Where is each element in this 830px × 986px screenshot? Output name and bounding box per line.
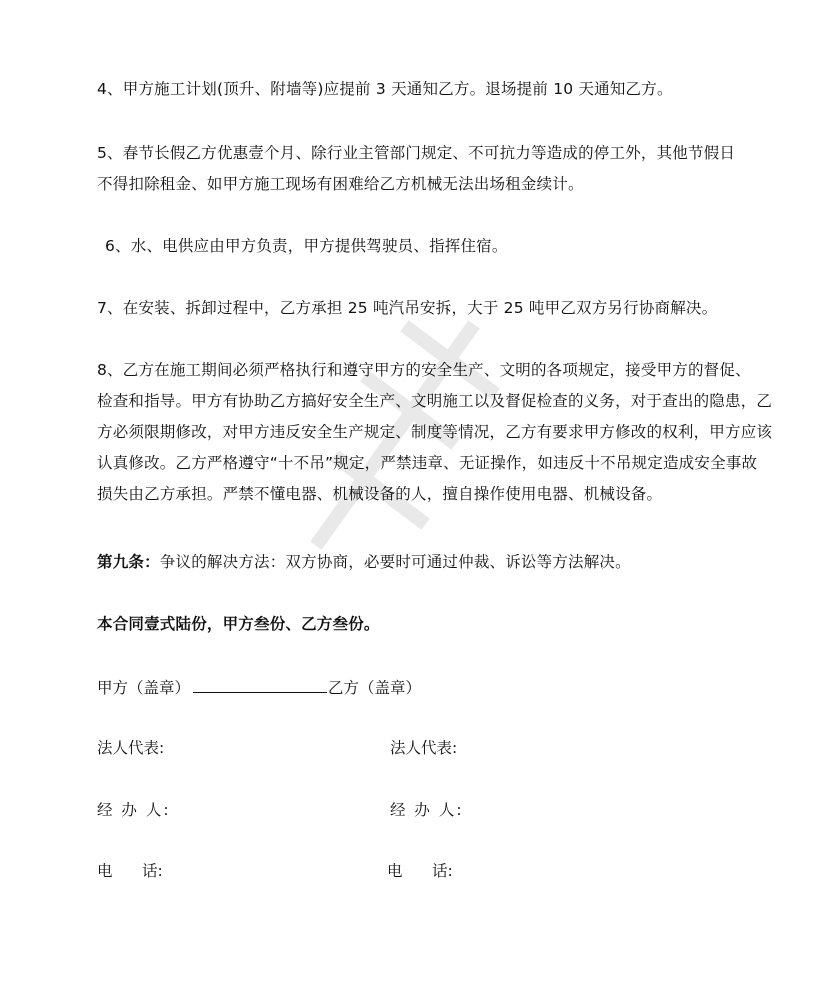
clause-8-line-5: 损失由乙方承担。严禁不懂电器、机械设备的人，擅自操作使用电器、机械设备。 (97, 485, 663, 503)
clause-8-line-2: 检查和指导。甲方有协助乙方搞好安全生产、文明施工以及督促检查的义务，对于查出的隐患，乙 (97, 392, 773, 410)
party-a-seal-label: 甲方（盖章） (97, 679, 191, 697)
article-9-text: 争议的解决方法：双方协商，必要时可通过仲裁、诉讼等方法解决。 (159, 553, 631, 571)
article-9 (97, 552, 757, 572)
party-a-handler: 经 办 人: (97, 801, 171, 819)
copies-statement: 本合同壹式陆份，甲方叁份、乙方叁份。 (97, 615, 380, 633)
clause-6: 6、水、电供应由甲方负责，甲方提供驾驶员、指挥住宿。 (105, 237, 508, 255)
clause-5-line-1 (97, 143, 757, 163)
party-a-phone: 电 话: (97, 862, 163, 880)
article-9-heading: 第九条： (97, 553, 160, 571)
party-a-legal-rep: 法人代表: (97, 739, 165, 757)
party-b-phone: 电 话: (387, 862, 453, 880)
party-b-legal-rep: 法人代表: (390, 739, 458, 757)
clause-8-line-4: 认真修改。乙方严格遵守“十不吊”规定，严禁违章、无证操作，如违反十不吊规定造成安全事故 (97, 454, 758, 472)
clause-7: 7、在安装、拆卸过程中，乙方承担 25 吨汽吊安拆，大于 25 吨甲乙双方另行协商解决。 (97, 299, 718, 317)
seal-row (97, 676, 421, 698)
clause-8-line-3: 方必须限期修改，对甲方违反安全生产规定、制度等情况，乙方有要求甲方修改的权利，甲方应该 (97, 423, 773, 441)
party-b-handler: 经 办 人: (390, 801, 464, 819)
watermark-logo-icon (300, 290, 500, 550)
clause-4: 4、甲方施工计划(顶升、附墙等)应提前 3 天通知乙方。退场提前 10 天通知乙方。 (97, 80, 673, 98)
seal-signature-line (193, 676, 327, 693)
clause-5-line-2: 不得扣除租金、如甲方施工现场有困难给乙方机械无法出场租金续计。 (97, 175, 584, 193)
clause-5-text-1: 5、春节长假乙方优惠壹个月、除行业主管部门规定、不可抗力等造成的停工外，其他节假日 (97, 144, 736, 162)
party-b-seal-label: 乙方（盖章） (328, 679, 422, 697)
clause-8-line-1: 8、乙方在施工期间必须严格执行和遵守甲方的安全生产、文明的各项规定，接受甲方的督促、 (97, 361, 751, 379)
